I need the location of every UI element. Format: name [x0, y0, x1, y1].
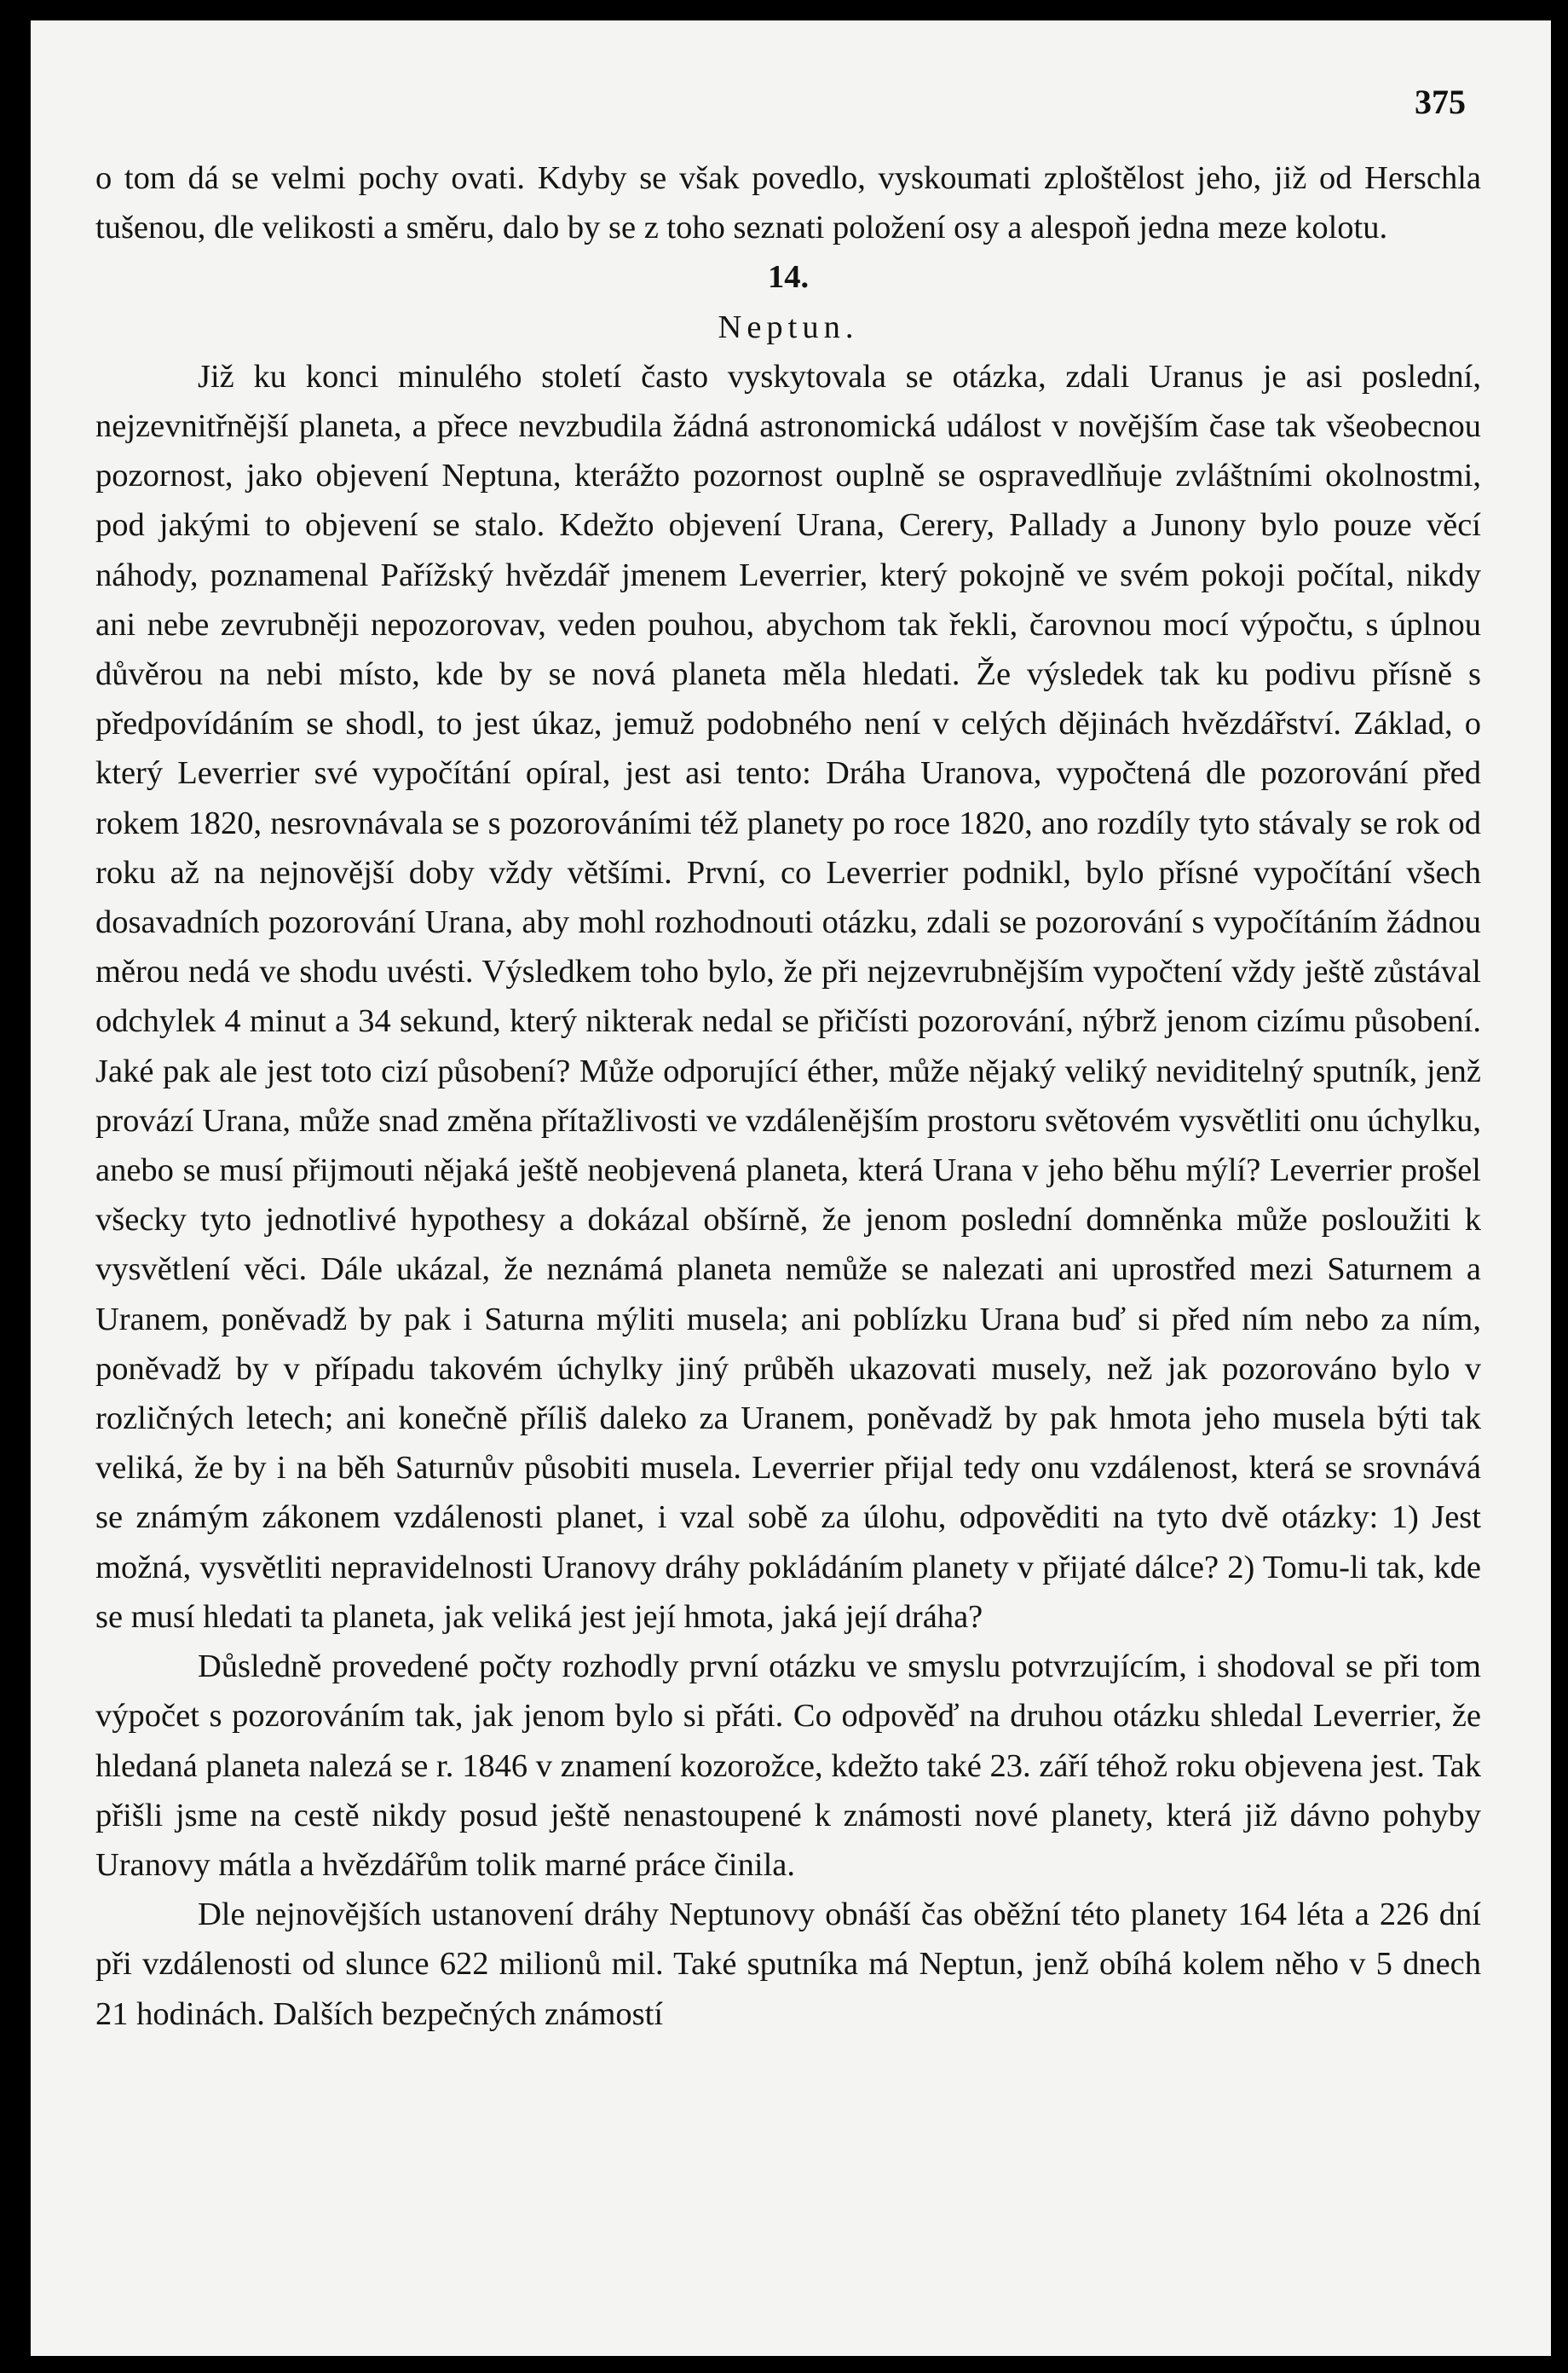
body-text — [95, 153, 1481, 2039]
paragraph-1: Již ku konci minulého století často vyskytovala se otázka, zdali Uranus je asi poslední, nejzevnitřnější planeta, a přece nevzbudila žádná astronomická událost v novějším čase tak všeobecnou pozornost, jako objevení Neptuna, kterážto pozornost ouplně se ospravedlňuje zvláštními okolnostmi, pod jakými to objevení se stalo. Kdežto objevení Urana, Cerery, Pallady a Junony bylo pouze věcí náhody, poznamenal Pařížský hvězdář jmenem Leverrier, který pokojně ve svém pokoji počítal, nikdy ani nebe zevrubněji nepozorovav, veden pouhou, abychom tak řekli, čarovnou mocí výpočtu, s úplnou důvěrou na nebi místo, kde by se nová planeta měla hledati. Že výsledek tak ku podivu přísně s předpovídáním se shodl, to jest úkaz, jemuž podobného není v celých dějinách hvězdářství. Základ, o který Leverrier své vypočítání opíral, jest asi tento: Dráha Uranova, vypočtená dle pozorování před rokem 1820, nesrovnávala se s pozorováními též planety po roce 1820, ano rozdíly tyto stávaly se rok od roku až na nejnovější doby vždy většími. První, co Leverrier podnikl, bylo přísné vypočítání všech dosavadních pozorování Urana, aby mohl rozhodnouti otázku, zdali se pozorování s vypočítáním žádnou měrou nedá ve shodu uvésti. Výsledkem toho bylo, že při nejzevrubnějším vypočtení vždy ještě zůstával odchylek 4 minut a 34 sekund, který nikterak nedal se přičísti pozorování, nýbrž jenom cizímu působení. Jaké pak ale jest toto cizí působení? Může odporující éther, může nějaký veliký neviditelný sputník, jenž provází Urana, může snad změna přítažlivosti ve vzdálenějším prostoru světovém vysvětliti onu úchylku, anebo se musí přijmouti nějaká ještě neobjevená planeta, která Urana v jeho běhu mýlí? Leverrier prošel všecky tyto jednotlivé hypothesy a dokázal obšírně, že jenom poslední domněnka může posloužiti k vysvětlení věci. Dále ukázal, že neznámá planeta nemůže se nalezati ani uprostřed mezi Saturnem a Uranem, poněvadž by pak i Saturna mýliti musela; ani poblízku Urana buď si před ním nebo za ním, poněvadž by v případu takovém úchylky jiný průběh ukazovati musely, než jak pozorováno bylo v rozličných letech; ani konečně příliš daleko za Uranem, poněvadž by pak hmota jeho musela býti tak veliká, že by i na běh Saturnův působiti musela. Leverrier přijal tedy onu vzdálenost, která se srovnává se známým zákonem vzdálenosti planet, i vzal sobě za úlohu, odpověditi na tyto dvě otázky: 1) Jest možná, vysvětliti nepravidelnosti Uranovy dráhy pokládáním planety v přijaté dálce? 2) Tomu-li tak, kde se musí hledati ta planeta, jak veliká jest její hmota, jaká její dráha? — [95, 358, 1481, 1635]
paragraph-2: Důsledně provedené počty rozhodly první otázku ve smyslu potvrzujícím, i shodoval se při tom výpočet s pozorováním tak, jak jenom bylo si přáti. Co odpověď na druhou otázku shledal Leverrier, že hledaná planeta nalezá se r. 1846 v znamení kozorožce, kdežto také 23. září téhož roku objevena jest. Tak přišli jsme na cestě nikdy posud ještě nenastoupené k známosti nové planety, která již dávno pohyby Uranovy mátla a hvězdářům tolik marné práce činila. — [95, 1648, 1481, 1883]
book-page — [31, 20, 1551, 2356]
section-number: 14. — [767, 259, 810, 296]
continued-paragraph: o tom dá se velmi pochy ovati. Kdyby se však povedlo, vyskoumati zploštělost jeho, již od Herschla tušenou, dle velikosti a směru, dalo by se z toho seznati položení osy a alespoň jedna meze kolotu. — [95, 160, 1481, 246]
page-number: 375 — [1415, 83, 1466, 121]
section-title: Neptun. — [718, 309, 859, 345]
paragraph-3: Dle nejnovějších ustanovení dráhy Neptunovy obnáší čas oběžní této planety 164 léta a 226 dní při vzdálenosti od slunce 622 milionů mil. Také sputníka má Neptun, jenž obíhá kolem něho v 5 dnech 21 hodinách. Dalších bezpečných známostí — [95, 1897, 1481, 2032]
